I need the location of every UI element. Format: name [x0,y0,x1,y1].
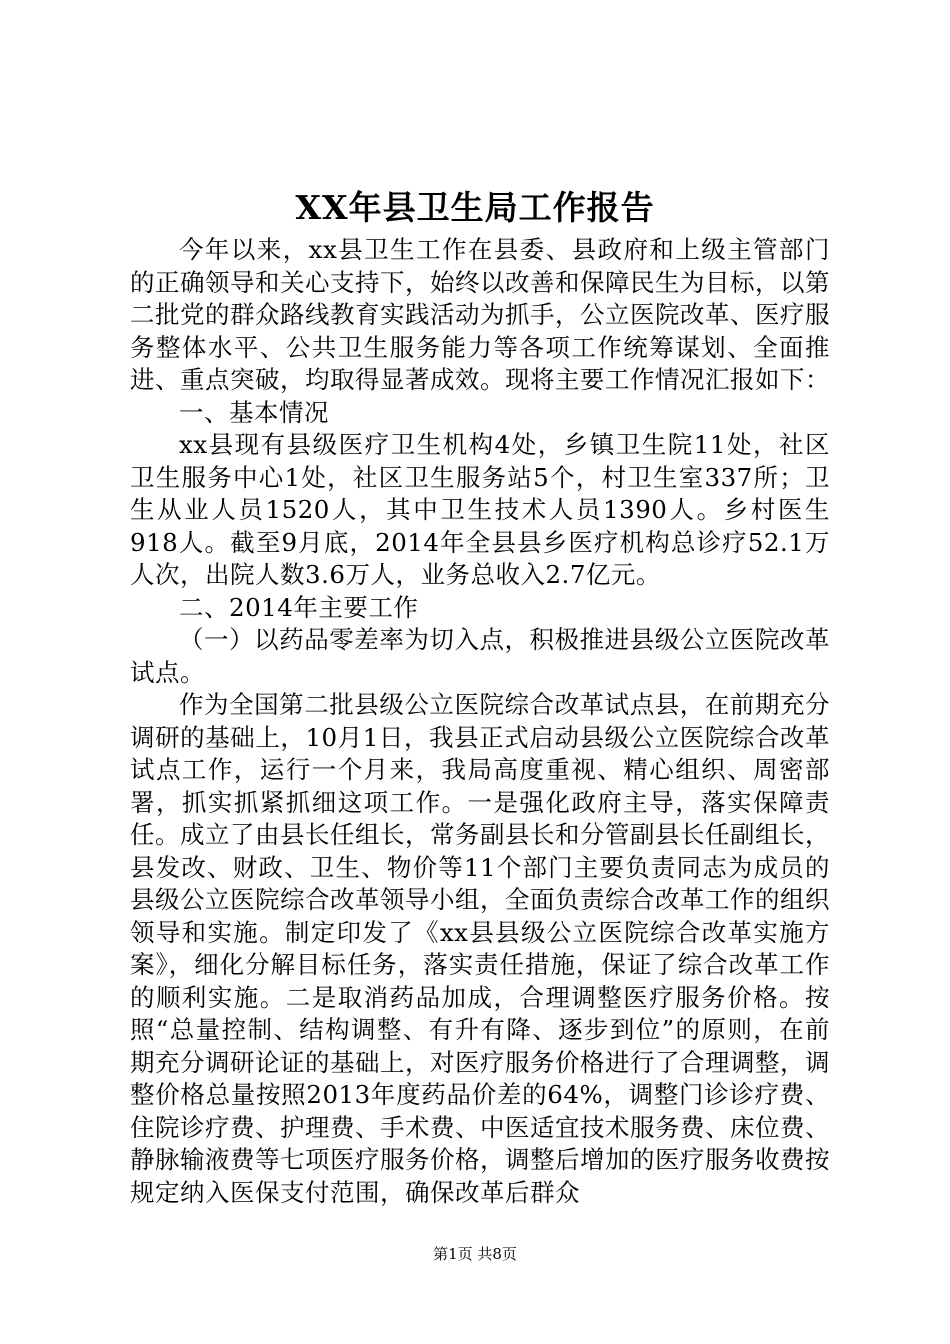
paragraph-basic-situation: xx县现有县级医疗卫生机构4处，乡镇卫生院11处，社区卫生服务中心1处，社区卫生服务站5个，村卫生室337所；卫生从业人员1520人，其中卫生技术人员1390人。乡村医生918人。截至9月底，2014年全县县乡医疗机构总诊疗52.1万人次，出院人数3.6万人，业务总收入2.7亿元。 [130,430,830,589]
subsection-heading-hospital-reform: （一）以药品零差率为切入点，积极推进县级公立医院改革试点。 [130,625,830,687]
document-title: XX年县卫生局工作报告 [295,188,655,227]
section-heading-basic-situation: 一、基本情况 [179,397,329,427]
paragraph-intro: 今年以来，xx县卫生工作在县委、县政府和上级主管部门的正确领导和关心支持下，始终以改善和保障民生为目标，以第二批党的群众路线教育实践活动为抓手，公立医院改革、医疗服务整体水平、公共卫生服务能力等各项工作统筹谋划、全面推进、重点突破，均取得显著成效。现将主要工作情况汇报如下： [130,235,830,394]
section-heading-main-work: 二、2014年主要工作 [179,592,419,622]
document-body [130,234,830,1209]
paragraph-hospital-reform: 作为全国第二批县级公立医院综合改革试点县，在前期充分调研的基础上，10月1日，我县正式启动县级公立医院综合改革试点工作，运行一个月来，我局高度重视、精心组织、周密部署，抓实抓紧抓细这项工作。一是强化政府主导，落实保障责任。成立了由县长任组长，常务副县长和分管副县长任副组长，县发改、财政、卫生、物价等11个部门主要负责同志为成员的县级公立医院综合改革领导小组，全面负责综合改革工作的组织领导和实施。制定印发了《xx县县级公立医院综合改革实施方案》，细化分解目标任务，落实责任措施，保证了综合改革工作的顺利实施。二是取消药品加成，合理调整医疗服务价格。按照“总量控制、结构调整、有升有降、逐步到位”的原则，在前期充分调研论证的基础上，对医疗服务价格进行了合理调整，调整价格总量按照2013年度药品价差的64%，调整门诊诊疗费、住院诊疗费、护理费、手术费、中医适宜技术服务费、床位费、静脉输液费等七项医疗服务价格，调整后增加的医疗服务收费按规定纳入医保支付范围，确保改革后群众 [130,690,830,1207]
page-footer: 第1页 共8页 [433,1245,517,1263]
